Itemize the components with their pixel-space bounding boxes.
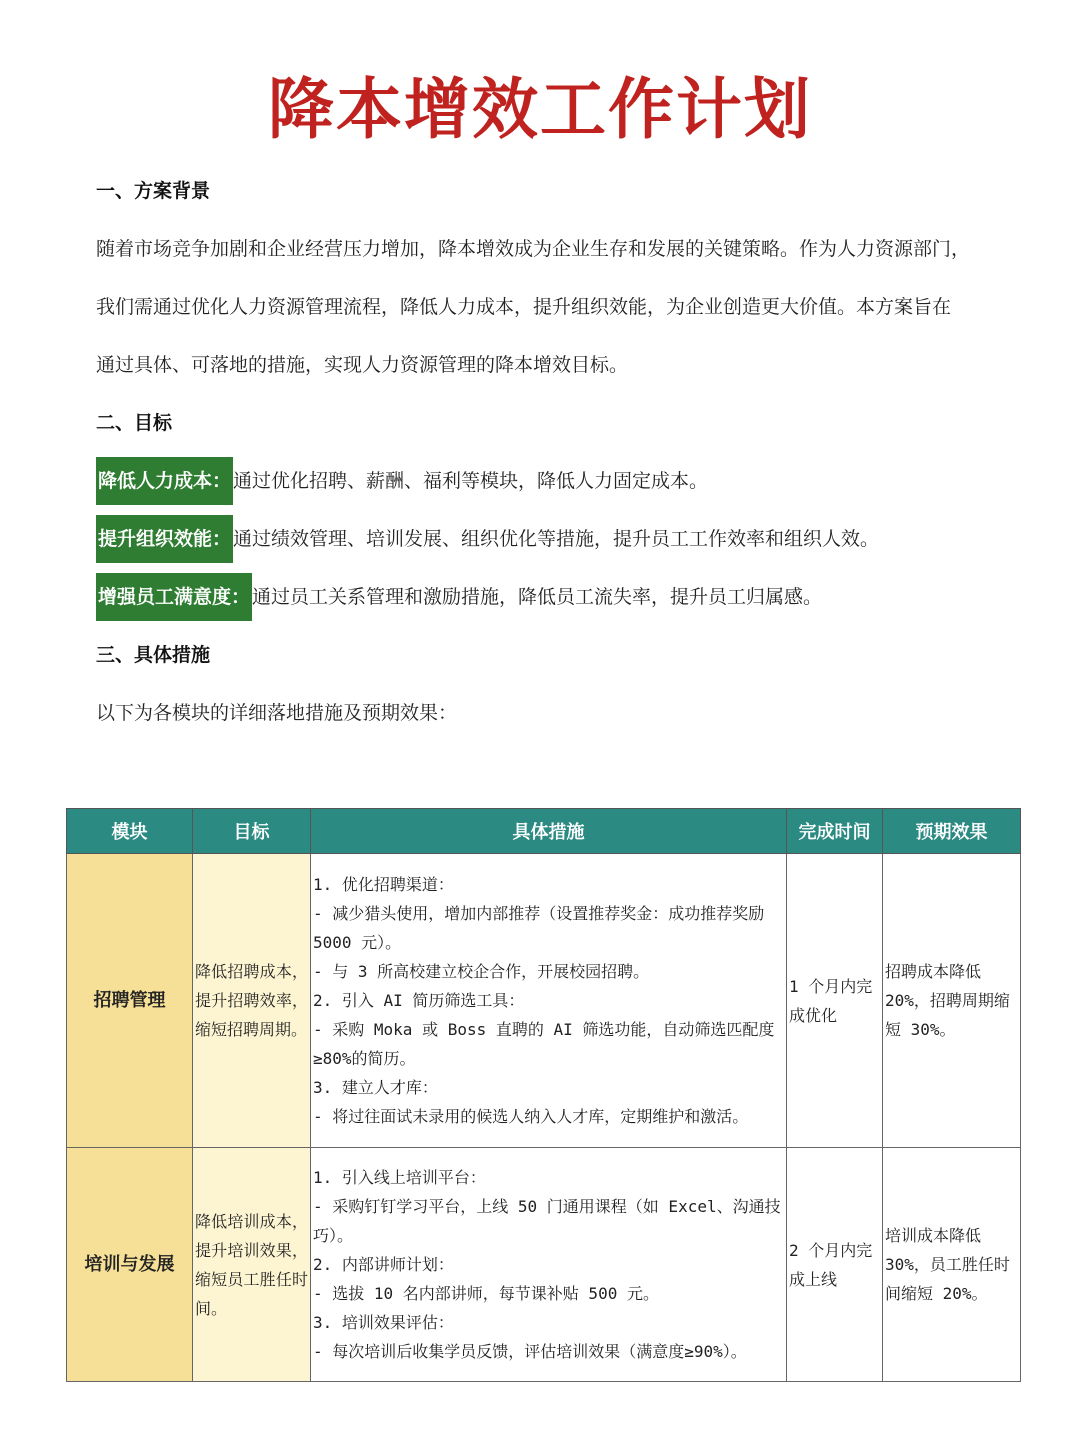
measure-line: 1. 优化招聘渠道： — [313, 875, 454, 894]
measure-line: 3. 培训效果评估： — [313, 1313, 454, 1332]
header-effect: 预期效果 — [883, 809, 1021, 854]
background-line: 随着市场竞争加剧和企业经营压力增加，降本增效成为企业生存和发展的关键策略。作为人力资源部门， — [96, 238, 971, 260]
effect-cell: 培训成本降低 30%，员工胜任时间缩短 20%。 — [883, 1148, 1021, 1382]
table-row — [67, 854, 1021, 1148]
measures-cell — [311, 1148, 787, 1382]
goal-tag: 降低人力成本： — [96, 457, 233, 505]
goal-item — [96, 457, 708, 505]
goal-text: 通过绩效管理、培训发展、组织优化等措施，提升员工工作效率和组织人效。 — [233, 528, 880, 550]
measure-line: - 将过往面试未录用的候选人纳入人才库，定期维护和激活。 — [313, 1107, 749, 1126]
target-cell: 降低招聘成本，提升招聘效率，缩短招聘周期。 — [193, 854, 311, 1148]
header-measures: 具体措施 — [311, 809, 787, 854]
module-cell: 招聘管理 — [67, 854, 193, 1148]
module-cell: 培训与发展 — [67, 1148, 193, 1382]
plan-table — [66, 808, 1021, 1382]
measure-line: - 采购 Moka 或 Boss 直聘的 AI 筛选功能，自动筛选匹配度≥80%的简历。 — [313, 1020, 775, 1068]
table-row — [67, 1148, 1021, 1382]
page-title: 降本增效工作计划 — [268, 71, 812, 148]
goal-tag: 提升组织效能： — [96, 515, 233, 563]
measure-line: - 减少猎头使用，增加内部推荐（设置推荐奖金：成功推荐奖励 5000 元）。 — [313, 904, 765, 952]
goal-tag: 增强员工满意度： — [96, 573, 252, 621]
measure-line: 2. 内部讲师计划： — [313, 1255, 454, 1274]
table-header-row — [67, 809, 1021, 854]
time-cell: 1 个月内完成优化 — [787, 854, 883, 1148]
goal-item — [96, 515, 879, 563]
header-module: 模块 — [67, 809, 193, 854]
measure-line: - 采购钉钉学习平台，上线 50 门通用课程（如 Excel、沟通技巧）。 — [313, 1197, 781, 1245]
background-line: 我们需通过优化人力资源管理流程，降低人力成本，提升组织效能，为企业创造更大价值。本方案旨在 — [96, 296, 952, 318]
time-cell: 2 个月内完成上线 — [787, 1148, 883, 1382]
goal-item — [96, 573, 822, 621]
measure-line: - 选拔 10 名内部讲师，每节课补贴 500 元。 — [313, 1284, 659, 1303]
background-line: 通过具体、可落地的措施，实现人力资源管理的降本增效目标。 — [96, 354, 629, 376]
section-heading-measures: 三、具体措施 — [96, 644, 211, 666]
header-target: 目标 — [193, 809, 311, 854]
measures-cell — [311, 854, 787, 1148]
section-heading-background: 一、方案背景 — [96, 180, 211, 202]
effect-cell: 招聘成本降低 20%，招聘周期缩短 30%。 — [883, 854, 1021, 1148]
header-time: 完成时间 — [787, 809, 883, 854]
measure-line: - 与 3 所高校建立校企合作，开展校园招聘。 — [313, 962, 650, 981]
measure-line: 2. 引入 AI 简历筛选工具： — [313, 991, 525, 1010]
target-cell: 降低培训成本，提升培训效果，缩短员工胜任时间。 — [193, 1148, 311, 1382]
goal-text: 通过优化招聘、薪酬、福利等模块，降低人力固定成本。 — [233, 470, 709, 492]
measure-line: 1. 引入线上培训平台： — [313, 1168, 486, 1187]
measure-line: - 每次培训后收集学员反馈，评估培训效果（满意度≥90%）。 — [313, 1342, 747, 1361]
measures-intro: 以下为各模块的详细落地措施及预期效果： — [96, 702, 458, 724]
measure-line: 3. 建立人才库： — [313, 1078, 438, 1097]
section-heading-goals: 二、目标 — [96, 412, 173, 434]
goal-text: 通过员工关系管理和激励措施，降低员工流失率，提升员工归属感。 — [252, 586, 823, 608]
background-paragraph — [96, 220, 996, 394]
